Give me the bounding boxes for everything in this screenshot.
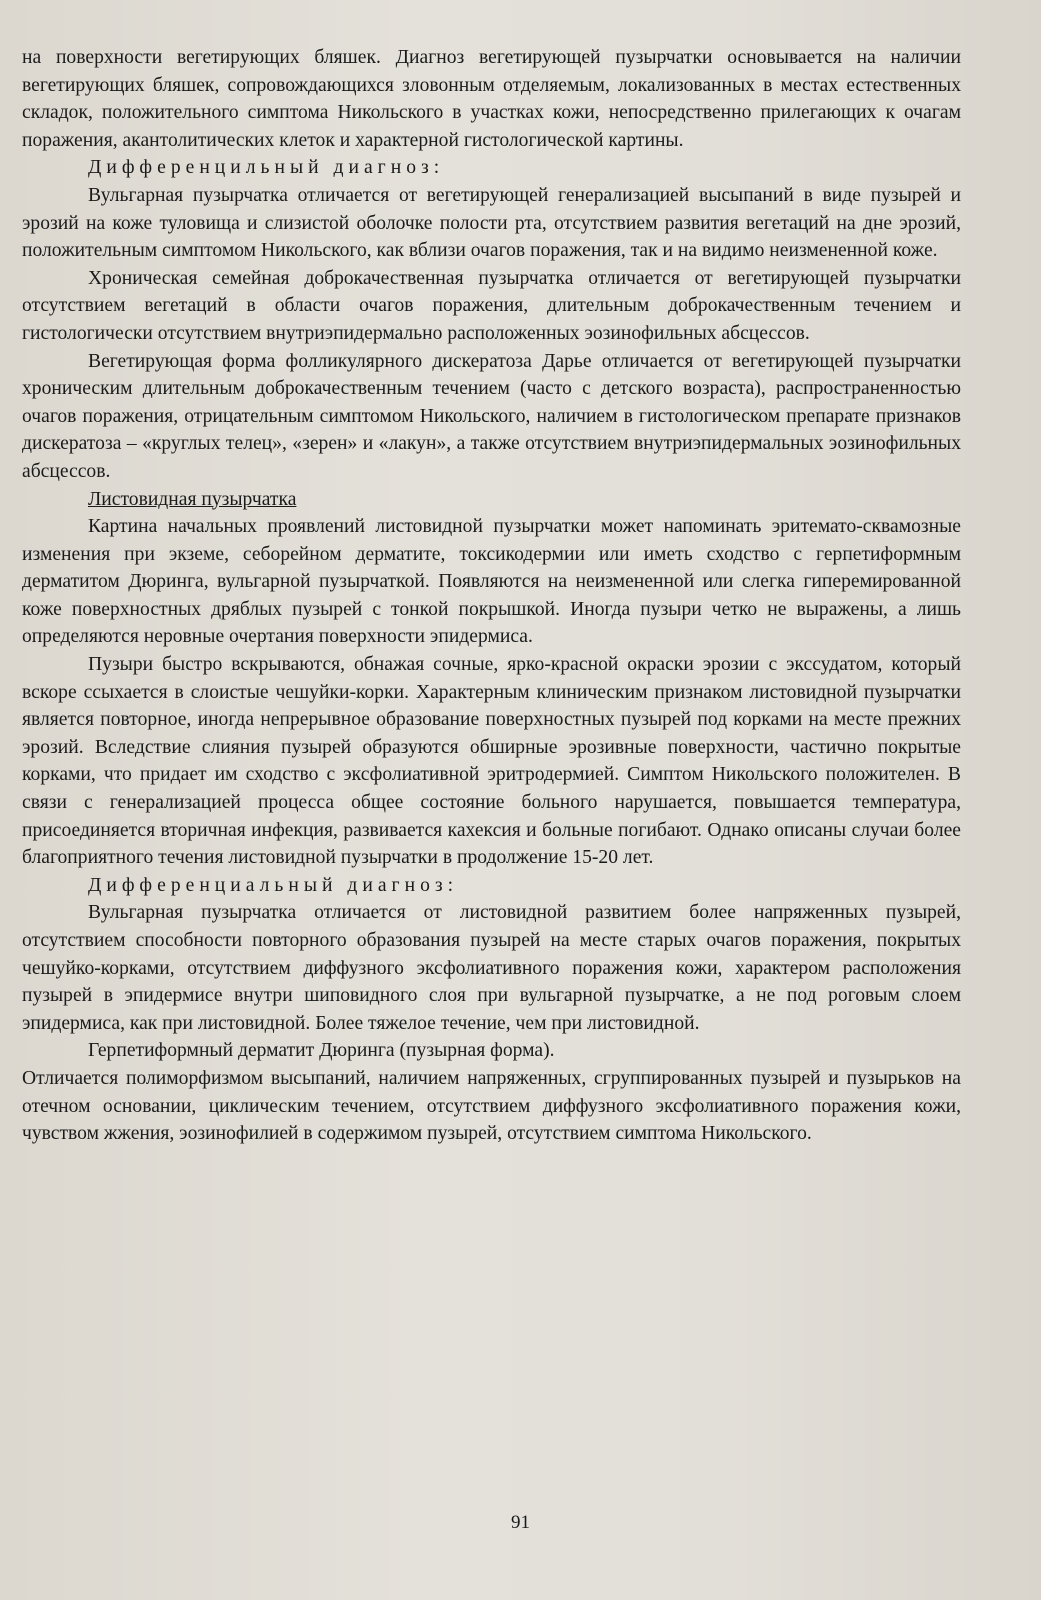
page-number: 91 (511, 1512, 530, 1533)
paragraph-darier: Вегетирующая форма фолликулярного дискератоза Дарье отличается от вегетирующей пузырчатки хроническим длительным доброкачественным течением (часто с детского возраста), распространенностью очагов поражения, отрицательным симптомом Никольского, наличием в гистологическом препарате признаков дискератоза – «круглых телец», «зерен» и «лакун», а также отсутствием внутриэпидермальных эозинофильных абсцессов. (22, 350, 961, 482)
heading-differential-1: Дифференцильный диагноз: (88, 157, 445, 179)
body-text (22, 44, 961, 1148)
paragraph-duhring-desc: Отличается полиморфизмом высыпаний, наличием напряженных, сгруппированных пузырей и пузырьков на отечном основании, циклическим течением, отсутствием диффузного эксфолиативного поражения кожи, чувством жжения, эозинофилией в содержимом пузырей, отсутствием симптома Никольского. (22, 1067, 961, 1145)
paragraph-intro: на поверхности вегетирующих бляшек. Диагноз вегетирующей пузырчатки основывается на наличии вегетирующих бляшек, сопровождающихся зловонным отделяемым, локализованных в местах естественных складок, положительного симптома Никольского в участках кожи, непосредственно прилегающих к очагам поражения, акантолитических клеток и характерной гистологической картины. (22, 47, 961, 151)
paragraph-chronic-familial: Хроническая семейная доброкачественная пузырчатка отличается от вегетирующей пузырчатки отсутствием вегетаций в области очагов поражения, длительным доброкачественным течением и гистологически отсутствием внутриэпидермально расположенных эозинофильных абсцессов. (22, 267, 961, 344)
paragraph-duhring-title: Герпетиформный дерматит Дюринга (пузырная форма). (88, 1040, 555, 1062)
paragraph-vulgaris-2: Вульгарная пузырчатка отличается от листовидной развитием более напряженных пузырей, отсутствием способности повторного образования пузырей на месте старых очагов поражения, покрытых чешуйко-корками, отсутствием диффузного эксфолиативного поражения кожи, характером расположения пузырей в эпидермисе внутри шиповидного слоя при вульгарной пузырчатке, а не под роговым слоем эпидермиса, как при листовидной. Более тяжелое течение, чем при листовидной. (22, 902, 961, 1034)
paragraph-vulgaris-1: Вульгарная пузырчатка отличается от вегетирующей генерализацией высыпаний в виде пузырей и эрозий на коже туловища и слизистой оболочке полости рта, отсутствием развития вегетаций на дне эрозий, положительным симптомом Никольского, как вблизи очагов поражения, так и на видимо неизмененной коже. (22, 184, 961, 262)
paragraph-foliaceus-course: Пузыри быстро вскрываются, обнажая сочные, ярко-красной окраски эрозии с экссудатом, который вскоре ссыхается в слоистые чешуйки-корки. Характерным клиническим признаком листовидной пузырчатки является повторное, иногда непрерывное образование поверхностных пузырей под корками на месте прежних эрозий. Вследствие слияния пузырей образуются обширные эрозивные поверхности, частично покрытые корками, что придает им сходство с эксфолиативной эритродермией. Симптом Никольского положителен. В связи с генерализацией процесса общее состояние больного нарушается, повышается температура, присоединяется вторичная инфекция, развивается кахексия и больные погибают. Однако описаны случаи более благоприятного течения листовидной пузырчатки в продолжение 15-20 лет. (22, 654, 961, 869)
section-title-foliaceus: Листовидная пузырчатка (88, 488, 297, 510)
paragraph-foliaceus-onset: Картина начальных проявлений листовидной пузырчатки может напоминать эритемато-сквамозные изменения при экземе, себорейном дерматите, токсикодермии или иметь сходство с герпетиформным дерматитом Дюринга, вульгарной пузырчаткой. Появляются на неизмененной или слегка гиперемированной коже поверхностных дряблых пузырей с тонкой покрышкой. Иногда пузыри четко не выражены, а лишь определяются неровные очертания поверхности эпидермиса. (22, 516, 961, 648)
heading-differential-2: Дифференциальный диагноз: (88, 874, 459, 896)
